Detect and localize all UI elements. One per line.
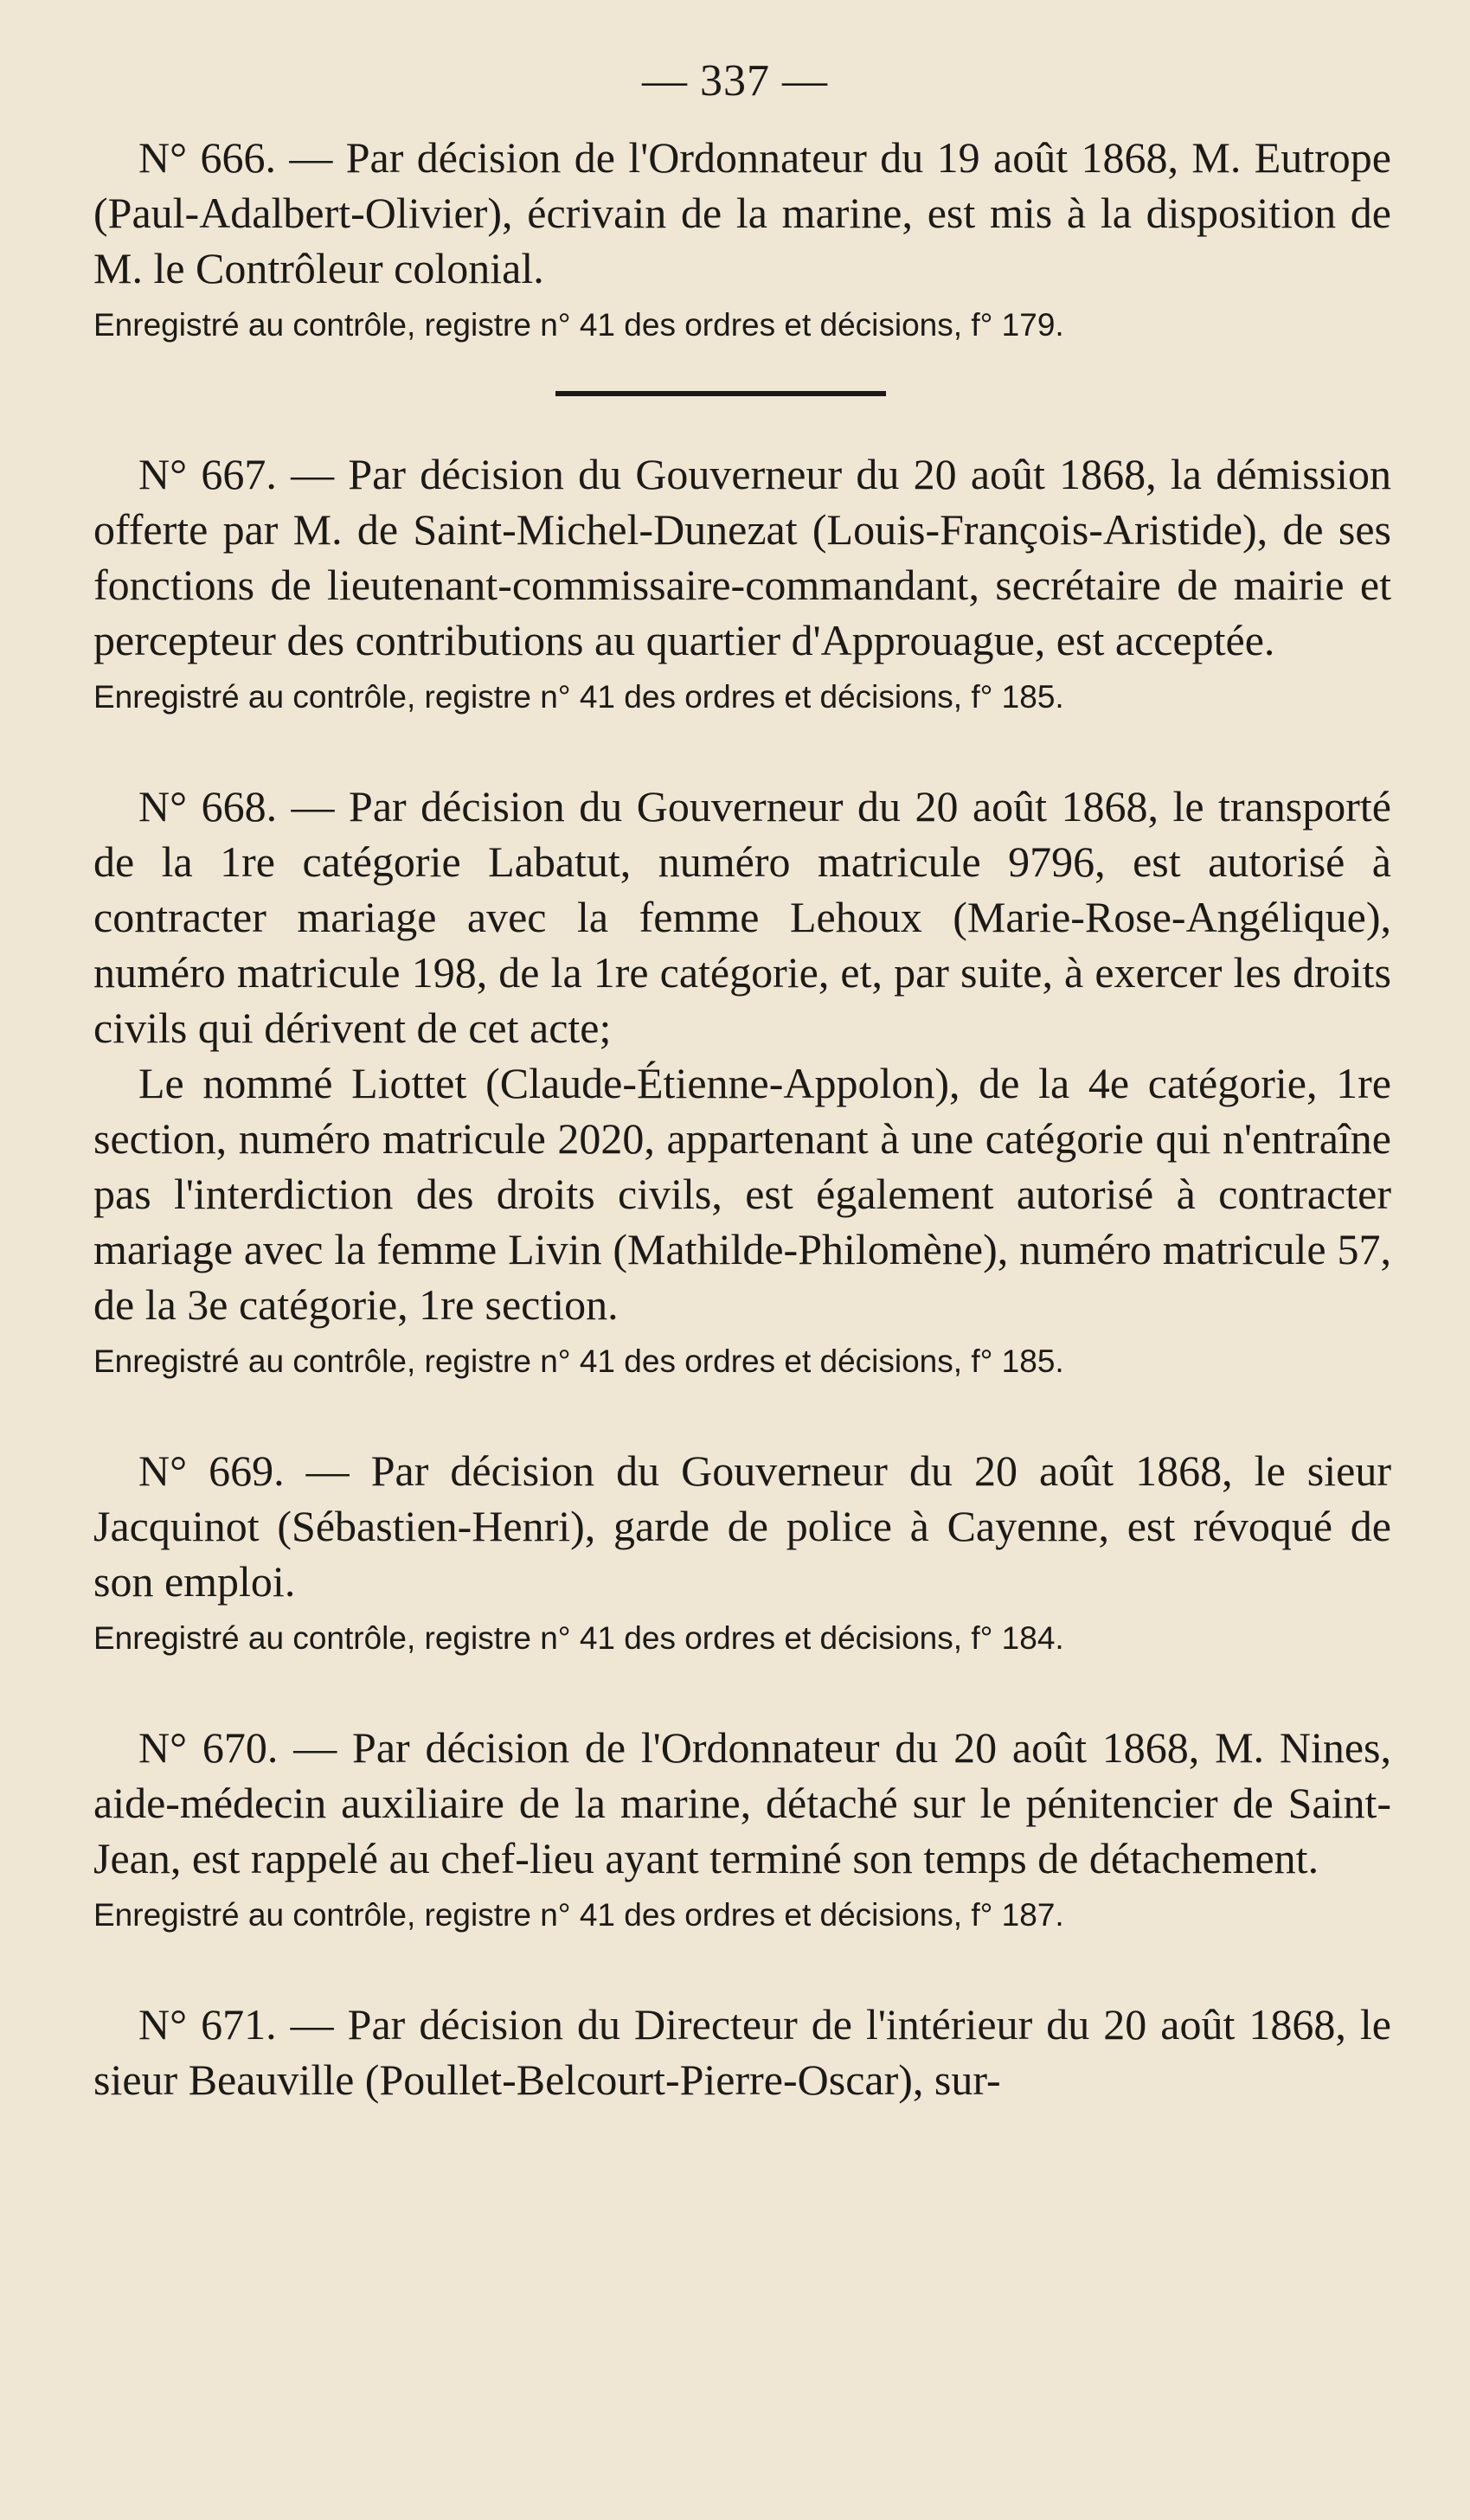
entry-670 xyxy=(93,1720,1391,1936)
entry-668 xyxy=(93,779,1391,1382)
registration-note: Enregistré au contrôle, registre n° 41 des ordres et décisions, f° 187. xyxy=(93,1897,1064,1933)
entry-667 xyxy=(93,446,1391,718)
entry-text: N° 668. — Par décision du Gouverneur du 20 août 1868, le transporté de la 1re catégorie Labatut, numéro matricule 9796, est autorisé à contracter mariage avec la femme Lehoux (Marie-Rose-Angélique), numéro matricule 198, de la 1re catégorie, et, par suite, à exercer les droits civils qui dérivent de cet acte; xyxy=(93,782,1391,1052)
registration-note: Enregistré au contrôle, registre n° 41 des ordres et décisions, f° 185. xyxy=(93,679,1064,715)
entry-text: N° 669. — Par décision du Gouverneur du 20 août 1868, le sieur Jacquinot (Sébastien-Henri), garde de police à Cayenne, est révoqué de son emploi. xyxy=(93,1446,1391,1606)
entry-text: N° 671. — Par décision du Directeur de l'intérieur du 20 août 1868, le sieur Beauville (Poullet-Belcourt-Pierre-Oscar), sur- xyxy=(93,2000,1391,2104)
entry-669 xyxy=(93,1443,1391,1659)
page-body xyxy=(93,130,1391,2107)
entry-text: N° 666. — Par décision de l'Ordonnateur du 19 août 1868, M. Eutrope (Paul-Adalbert-Olivier), écrivain de la marine, est mis à la disposition de M. le Contrôleur colonial. xyxy=(93,133,1391,292)
page-number: — 337 — xyxy=(642,56,828,106)
entry-671 xyxy=(93,1997,1391,2107)
registration-note: Enregistré au contrôle, registre n° 41 des ordres et décisions, f° 179. xyxy=(93,307,1064,343)
separator-rule xyxy=(555,391,886,396)
entry-666 xyxy=(93,130,1391,346)
entry-text-continued: Le nommé Liottet (Claude-Étienne-Appolon), de la 4e catégorie, 1re section, numéro matricule 2020, appartenant à une catégorie qui n'entraîne pas l'interdiction des droits civils, est également autorisé à contracter mariage avec la femme Livin (Mathilde-Philomène), numéro matricule 57, de la 3e catégorie, 1re section. xyxy=(93,1059,1391,1329)
registration-note: Enregistré au contrôle, registre n° 41 des ordres et décisions, f° 185. xyxy=(93,1343,1064,1379)
entry-text: N° 670. — Par décision de l'Ordonnateur du 20 août 1868, M. Nines, aide-médecin auxiliaire de la marine, détaché sur le pénitencier de Saint-Jean, est rappelé au chef-lieu ayant terminé son temps de détachement. xyxy=(93,1723,1391,1882)
entry-text: N° 667. — Par décision du Gouverneur du 20 août 1868, la démission offerte par M. de Saint-Michel-Dunezat (Louis-François-Aristide), de ses fonctions de lieutenant-commissaire-commandant, secrétaire de mairie et percepteur des contributions au quartier d'Approuague, est acceptée. xyxy=(93,450,1391,664)
registration-note: Enregistré au contrôle, registre n° 41 des ordres et décisions, f° 184. xyxy=(93,1620,1064,1656)
